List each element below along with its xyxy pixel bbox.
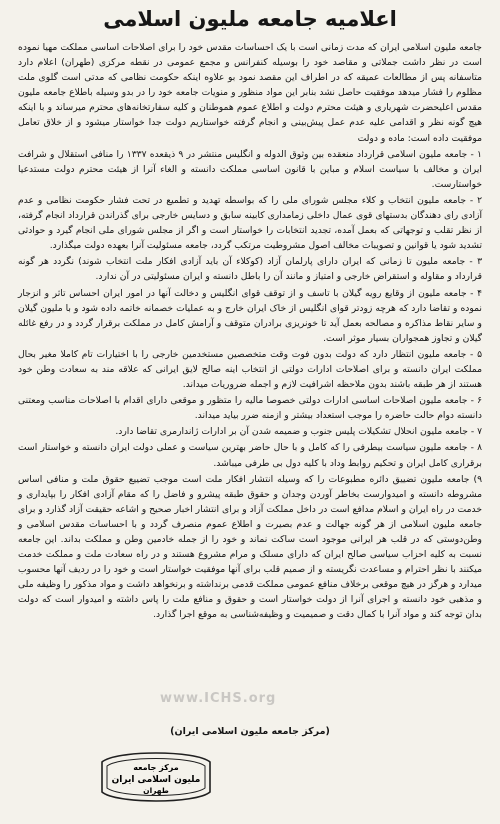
signature-line: (مرکز جامعه ملیون اسلامی ایران)	[170, 726, 330, 737]
organization-seal	[96, 748, 216, 806]
article-8: ۸ - جامعه ملیون سیاست بیطرفی را که کامل و با حال حاضر بهترین سیاست و عملی دولت ایران دانسته و خواستار است برقراری کامل ایران و تحکیم روابط وداد با کلیه دول بی طرفی میباشد.	[18, 442, 482, 469]
seal-line-3: طهران	[143, 786, 169, 795]
watermark: www.ICHS.org	[160, 691, 277, 706]
article-4: ۴ - جامعه ملیون از وقایع رویه گیلان با تاسف و از توقف قوای انگلیس و دخالت آنها در امور ایران احساس تاثر و انزجار نموده و تقاضا دارد که هرچه زودتر قوای انگلیس از خاک ایران خارج و به عملیات خصمانه خاتمه داده شود و با ملیون گیلان و سایر نقاط مذاکره و مصالحه بعمل آید تا خونریزی برادران متوقف و آرامش کامل در مملکت برقرار گردد و در رفع غائله گیلان و تجاوز همجواران بسیار موثر است.	[18, 287, 482, 344]
article-7: ۷ - جامعه ملیون انحلال تشکیلات پلیس جنوب و ضمیمه شدن آن بر ادارات ژاندارمری تقاضا دارد.	[115, 426, 482, 438]
document-title: اعلامیه جامعه ملیون اسلامی	[103, 7, 397, 31]
article-6: ۶ - جامعه ملیون اصلاحات اساسی ادارات دولتی خصوصا مالیه را متظور و موقعی دارای اقدام با اصلاحات مناسب ومعتنی دانسته دوام حالت حاضره را موجب استعداد بیشتر و ازمنه ضرر بیاید میداند.	[18, 395, 482, 422]
article-3: ۳ - جامعه ملیون تا زمانی که ایران دارای پارلمان آزاد (کوکلاء آن باید آزادی افکار ملت انتخاب شوند) نگردد هر گونه قرارداد و مقاوله و استقراض خارجی و امتیاز و مانند آن را باطل دانسته و ایران مسئولیتی در آن ندارد.	[18, 256, 482, 283]
article-5: ۵ - جامعه ملیون انتظار دارد که دولت بدون فوت وقت متخصصین مستخدمین خارجی را با اختیارات تام کاملا مغیر بحال مملکت ایران دانسته و برای اصلاحات ادارات دولتی از انتخاب اینه صالح لایق ایرانی که علاقه مند به سعادت وطن خود هستند از هر طبقه باشند بدون ملاحظه اشرافیت لازم و اجمله ضروریات میداند.	[18, 348, 482, 391]
seal-line-1: مرکز جامعه	[133, 763, 179, 772]
document-body	[18, 40, 482, 623]
article-9: ۹) جامعه ملیون تضییق دائره مطبوعات را که وسیله انتشار افکار ملت است موجب تضییع حقوق ملت و منافی اساس مشروطه دانسته و امیدوارست بخاطر آوردن وجدان و حقوق طبقه پیشرو و فاضل را که مقام آزادی افکار را بپایداری و خدمت در راه ایران و اسلام مدافع است در داخل مملکت آزاد و برای انتشار اخبار صحیح و اشاعه حقیقت آزاد گذارد و برای جامعه ملیون اسلامی از هر گونه جهالت و عدم بصیرت و اطلاع عموم منصرف گردد و با احساسات مقدس اسلامی و وطن‌دوستی که در قلب هر ایرانی موجود است ساکت نماند و خود را از جمله خادمین وطن و مملکت بداند. این جامعه نسبت به کلیه احزاب سیاسی صالح ایران که دارای مسلک و مرام مشروع هستند و در راه سعادت ملت و مملکت خدمت میکنند با نظر احترام و مساعدت نگریسته و از صمیم قلب برای آنها موفقیت خواستار است و خود را در ردیف آنها محسوب میدارد و هرگز در هیچ موقعی برخلاف منافع عمومی مملکت قدمی برنداشته و برنخواهد داشت و مواد مذکور را وظیفه ملی و مذهبی خود دانسته و اجرای آنرا از دولت خواستار است و حقوق و منافع ملت را پاس داشته و امیدوار است که دولت بدان توجه کند و مواد آنرا با کمال دقت و صمیمیت و وظیفه‌شناسی به موقع اجرا گذارد.	[18, 473, 482, 621]
article-1: ۱ - جامعه ملیون اسلامی قرارداد منعقده بین وثوق الدوله و انگلیس منتشر در ۹ ذیقعده ۱۳۳۷ را منافی استقلال و شرافت ایران و مخالف با سیاست اسلام و مباین با قانون اساسی مملکت دانسته و الغاء آنرا از هیئت محترم دولت مستدعیا خواستارست.	[18, 148, 482, 190]
intro-paragraph: جامعه ملیون اسلامی ایران که مدت زمانی است با یک احساسات مقدس خود را برای اصلاحات اساسی مملکت مهیا نموده است در نظر داشت جملاتی و مقاصد خود را بوسیله کنفرانس و مجمع عمومی در نقطه مرکزی (طهران) اعلام دارد متاسفانه پس از مطالعات عمیقه که در اطراف این مقصد نمود بو علاوه اینکه حکومت نظامی که مدتی است گلوی ملت مظلوم را فشار میدهد موفقیت حاصل نشد بنابر این مواد منظور و منویات جامعه خود را در بدو وسیله باطلاع جامعه ملیون مقدس اعلیحضرت شهریاری و هیئت محترم دولت و اطلاع عموم هموطنان و کلیه سفارتخانه‌های محترم میرساند و با اینکه هیچ گونه نظر و اقدامی علیه عدم عمل پیش‌بینی و انجام گرفته خواستاریم دولت جدا خواستار میشود و از خلاق تعامل موفقیت داده است: ماده و دولت	[18, 42, 482, 144]
seal-stamp-icon	[96, 748, 216, 806]
article-2: ۲ - جامعه ملیون انتخاب و کلاء مجلس شورای ملی را که بواسطه تهدید و تطمیع در تحت فشار حکومت نظامی و عدم آزادی رای دهندگان بدستهای قوی عمال داخلی زمامداری کابینه سابق و دسایس خارجی برای گذراندن قرارداد انجام گرفته، از نظر تقلب و توجهاتی که بعمل آمده، تجدید انتخابات را خواستار است و اگر از مجلس شورای ملی انجام گیرد و حوادثی تشدید شود یا قوانین و تصویبات مخالف اصول مشروطیت مرتکب گردد، جامعه مسئولیت آنرا بعهده دولت میگذارد.	[18, 194, 482, 252]
seal-line-2: ملیون اسلامی ایران	[111, 775, 201, 785]
